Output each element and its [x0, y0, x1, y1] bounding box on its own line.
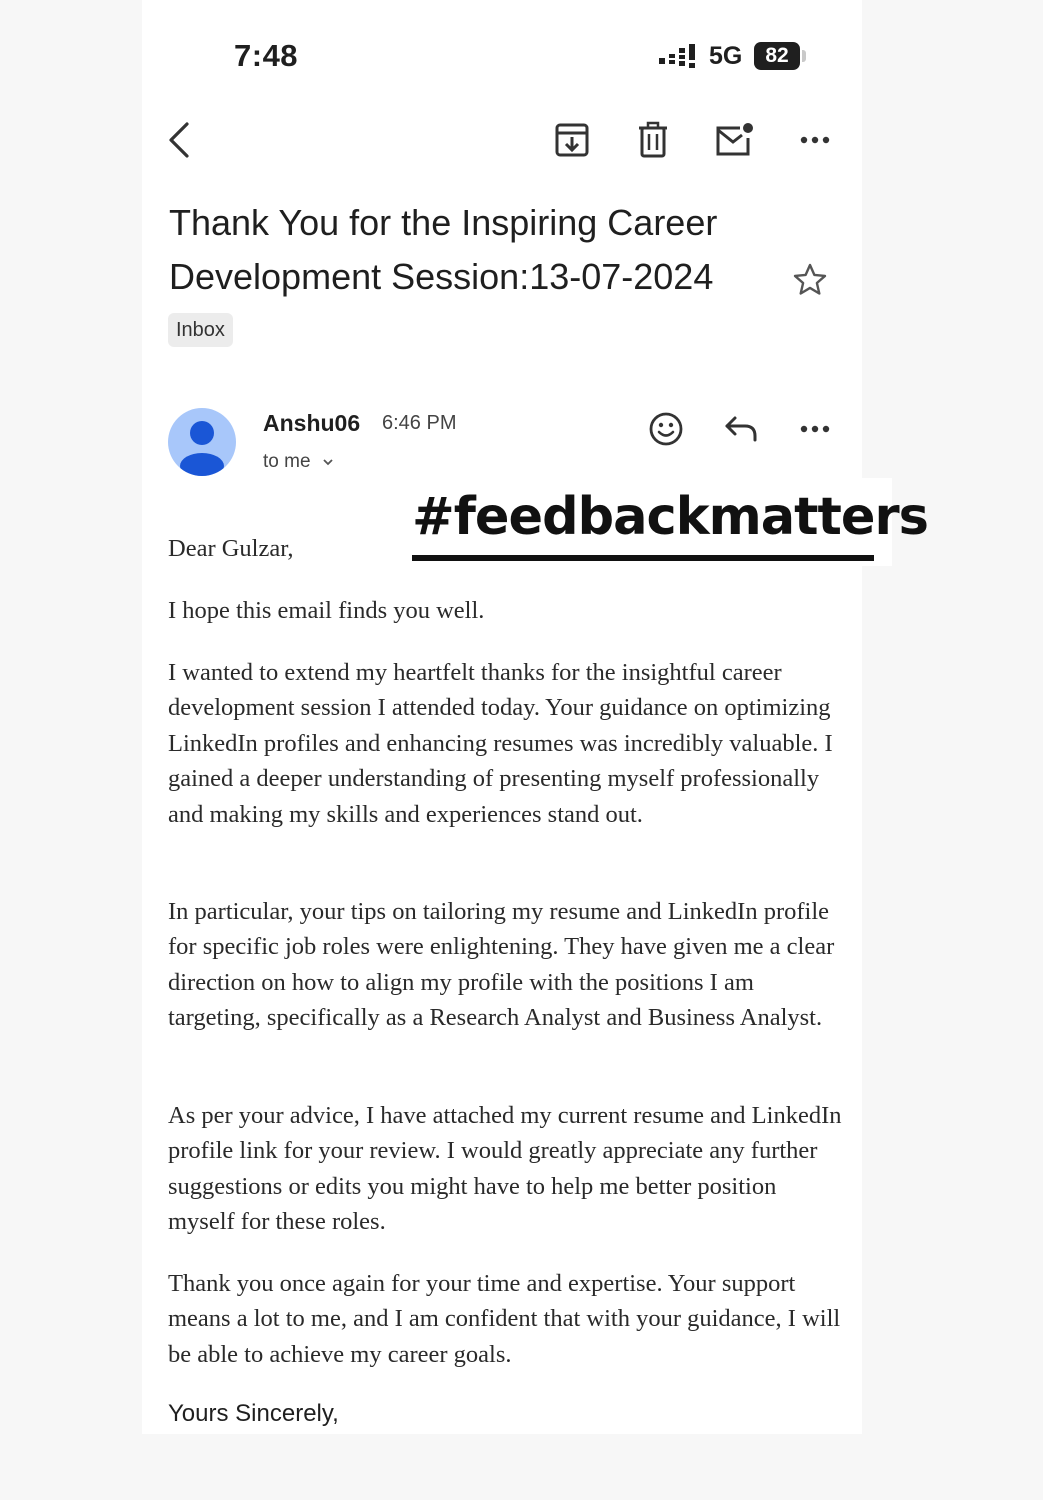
delete-button[interactable] — [629, 116, 677, 164]
hashtag-sticker: #feedbackmatters — [412, 487, 929, 547]
back-arrow-icon — [163, 120, 197, 160]
back-button[interactable] — [156, 116, 204, 164]
battery-level: 82 — [754, 42, 800, 70]
delete-icon — [636, 121, 670, 159]
reply-icon — [723, 414, 759, 444]
chevron-down-icon — [321, 457, 335, 467]
sent-time: 6:46 PM — [382, 412, 457, 434]
email-greeting: Dear Gulzar, — [168, 535, 294, 562]
inbox-label[interactable]: Inbox — [168, 313, 233, 347]
more-options-button[interactable] — [791, 116, 839, 164]
star-icon — [792, 262, 828, 298]
email-paragraph-2: I wanted to extend my heartfelt thanks for the insightful career development session I attended today. Your guidance on optimizing LinkedIn profiles and enhancing resumes was incredibly valuable. I gained a deeper understanding of presenting myself professionally and making my skills and experiences stand out. — [168, 659, 833, 828]
more-icon — [800, 136, 830, 144]
network-type: 5G — [709, 42, 743, 70]
email-screen — [142, 0, 862, 1434]
mark-unread-icon — [714, 122, 754, 158]
avatar[interactable] — [168, 408, 236, 476]
archive-button[interactable] — [548, 116, 596, 164]
hashtag-underline — [412, 555, 874, 561]
archive-icon — [553, 121, 591, 159]
email-subject: Thank You for the Inspiring Career Development Session:13-07-2024 — [169, 202, 718, 297]
email-paragraph-1: I hope this email finds you well. — [168, 597, 485, 624]
email-paragraph-4: As per your advice, I have attached my current resume and LinkedIn profile link for your review. I would greatly appreciate any further suggestions or edits you might have to help me better position myself for these roles. — [168, 1102, 842, 1236]
sender-name: Anshu06 — [263, 410, 361, 436]
recipient-toggle[interactable] — [263, 451, 335, 473]
status-time: 7:48 — [234, 38, 299, 73]
mark-unread-button[interactable] — [710, 116, 758, 164]
reply-button[interactable] — [717, 405, 765, 453]
more-icon — [800, 425, 830, 433]
signal-icon — [659, 44, 699, 70]
message-more-button[interactable] — [791, 405, 839, 453]
star-button[interactable] — [792, 262, 838, 308]
battery-tip — [802, 50, 806, 62]
person-icon — [168, 408, 236, 476]
emoji-icon — [648, 411, 684, 447]
email-paragraph-5: Thank you once again for your time and expertise. Your support means a lot to me, and I am confident that with your guidance, I will be able to achieve my career goals. — [168, 1270, 841, 1368]
react-button[interactable] — [642, 405, 690, 453]
recipient-label: to me — [263, 451, 311, 472]
email-paragraph-3: In particular, your tips on tailoring my resume and LinkedIn profile for specific job roles were enlightening. They have given me a clear direction on how to align my profile with the positions I am targeting, specifically as a Research Analyst and Business Analyst. — [168, 898, 835, 1032]
email-closing: Yours Sincerely, — [168, 1400, 339, 1427]
